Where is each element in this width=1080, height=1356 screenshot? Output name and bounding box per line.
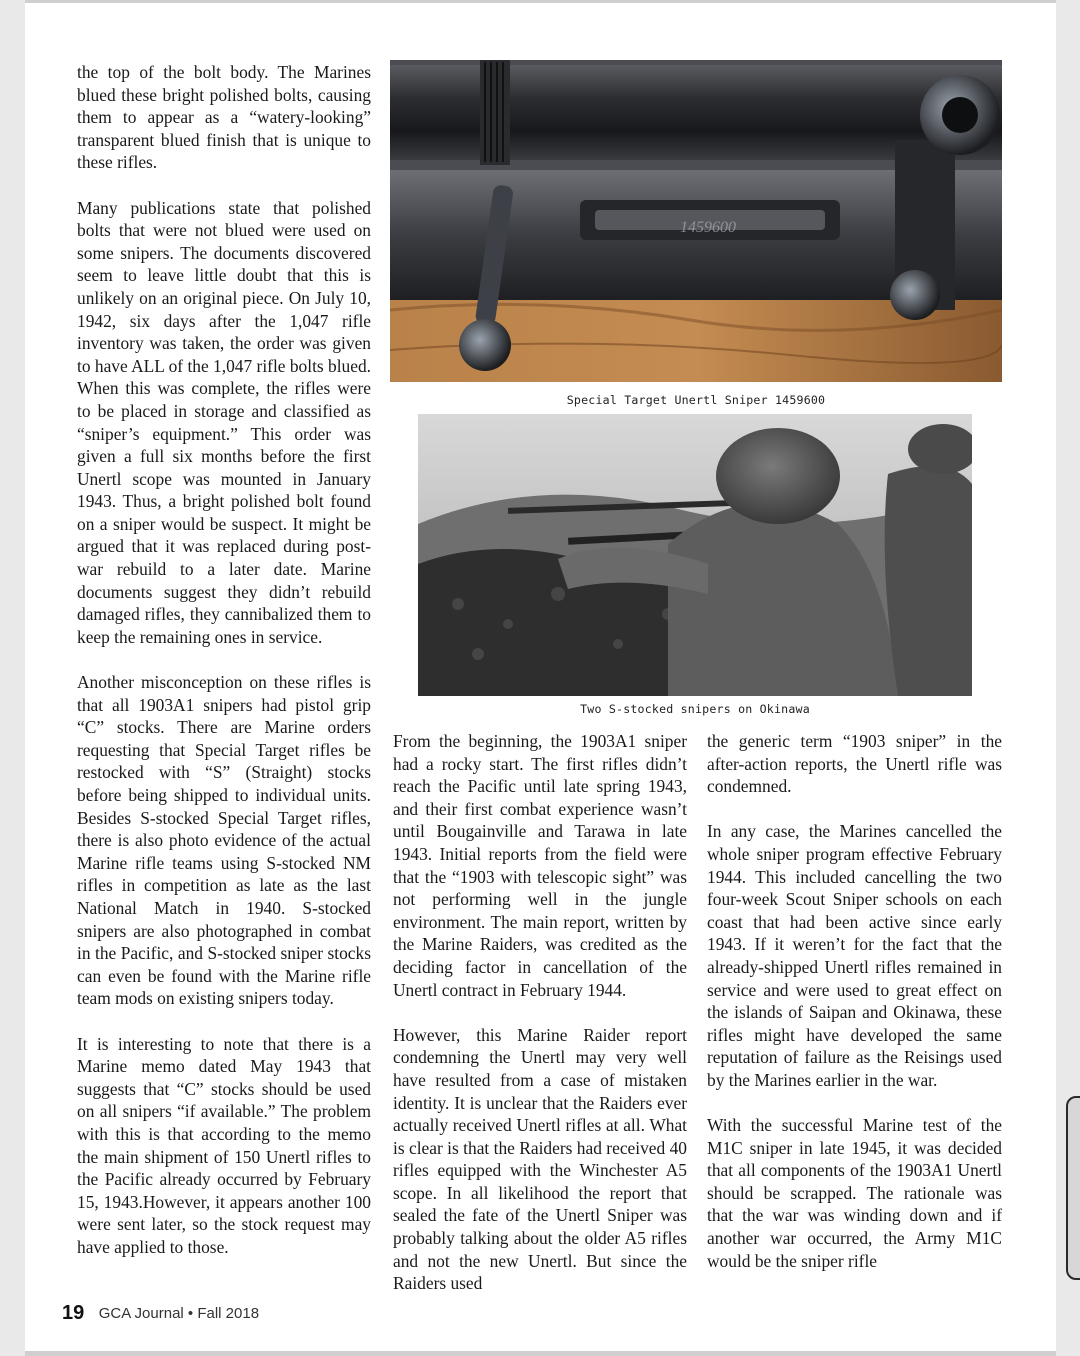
paragraph: Many publications state that polished bolts that were not blued were used on some snipers. The documents discovered seem to leave little doubt that this is unlikely on an original piece. On July 10, 1942, six days after the 1,047 rifle inventory was taken, the order was given to have ALL of the 1,047 rifle bolts blued. When this was complete, the rifles were to be placed in storage and classified as “sniper’s equipment.” This order was given a full six months before the first Unertl scope was mounted in January 1943. Thus, a bright polished bolt found on a sniper would be suspect. It might be argued that it was replaced during post-war rebuild to a later date. Marine documents suggest they didn’t rebuild damaged rifles, they cannibalized them to keep the remaining ones in service. bbox=[77, 197, 371, 647]
page-footer bbox=[62, 1302, 259, 1325]
article-column-2 bbox=[393, 730, 687, 1317]
article-column-3 bbox=[707, 730, 1002, 1295]
photo-okinawa-snipers bbox=[418, 414, 972, 696]
paragraph: In any case, the Marines cancelled the whole sniper program effective February 1944. This included cancelling the two four-week Scout Sniper schools on each coast that had been active since early 1943. If it weren’t for the fact that the already-shipped Unertl rifles remained in service and were used to great effect on the islands of Saipan and Okinawa, these rifles might have developed the same reputation of failure as the Reisings used by the Marines earlier in the war. bbox=[707, 821, 1002, 1090]
photo-caption: Two S-stocked snipers on Okinawa bbox=[580, 702, 810, 716]
paragraph: It is interesting to note that there is a Marine memo dated May 1943 that suggests that “C” stocks should be used on all snipers “if available.” The problem with this is that according to the memo the main shipment of 150 Unertl rifles to the Pacific already occurred by February 15, 1943.However, it appears another 100 were sent later, so the stock request may have applied to those. bbox=[77, 1033, 371, 1257]
page-number: 19 bbox=[62, 1302, 85, 1324]
paragraph: However, this Marine Raider report condemning the Unertl may very well have resulted from a case of mistaken identity. It is unclear that the Raiders ever actually received Unertl rifles at all. What is clear is that the Raiders had received 40 rifles equipped with the Winchester A5 scope. In all likelihood the report that sealed the fate of the Unertl Sniper was probably talking about the older A5 rifles and not the new Unertl. But since the Raiders used bbox=[393, 1024, 687, 1294]
publication-name: GCA Journal • Fall 2018 bbox=[98, 1305, 260, 1322]
paragraph: From the beginning, the 1903A1 sniper had a rocky start. The first rifles didn’t reach the Pacific until late spring 1943, and their first combat experience wasn’t until Bougainville and Tarawa in late 1943. Initial reports from the field were that the “1903 with telescopic sight” was not performing well in the jungle environment. The main report, written by the Marine Raiders, was credited as the deciding factor in cancellation of the Unertl contract in February 1944. bbox=[393, 731, 687, 1000]
article-column-1 bbox=[77, 61, 371, 1281]
paragraph: the generic term “1903 sniper” in the after-action reports, the Unertl rifle was condemned. bbox=[707, 731, 1002, 797]
paragraph: the top of the bolt body. The Marines blued these bright polished bolts, causing them to appear as a “watery-looking” transparent blued finish that is unique to these rifles. bbox=[77, 62, 371, 173]
photo-caption: Special Target Unertl Sniper 1459600 bbox=[566, 393, 826, 407]
okinawa-snipers-illustration bbox=[418, 414, 972, 696]
paragraph: Another misconception on these rifles is that all 1903A1 snipers had pistol grip “C” stocks. There are Marine orders requesting that Special Target rifles be restocked with “S” (Straight) stocks before being shipped to individual units. Besides S-stocked Special Target rifles, there is also photo evidence of the actual Marine rifle teams using S-stocked NM rifles in competition as late as the last National Match in 1940. S-stocked snipers are also photographed in combat in the Pacific, and S-stocked sniper stocks can even be found with the Marine rifle team mods on existing snipers today. bbox=[77, 672, 371, 1009]
paragraph: With the successful Marine test of the M1C sniper in late 1945, it was decided that all components of the 1903A1 Unertl should be scrapped. The rationale was that the war was winding down and if another war occurred, the Army M1C would be the sniper rifle bbox=[707, 1115, 1002, 1271]
serial-engraving: 1459600 bbox=[680, 219, 736, 236]
rifle-action-illustration bbox=[390, 60, 1002, 382]
page-turn-handle[interactable] bbox=[1066, 1096, 1080, 1280]
photo-unertl-sniper-action bbox=[390, 60, 1002, 382]
viewer-bottom-edge bbox=[25, 1351, 1056, 1356]
